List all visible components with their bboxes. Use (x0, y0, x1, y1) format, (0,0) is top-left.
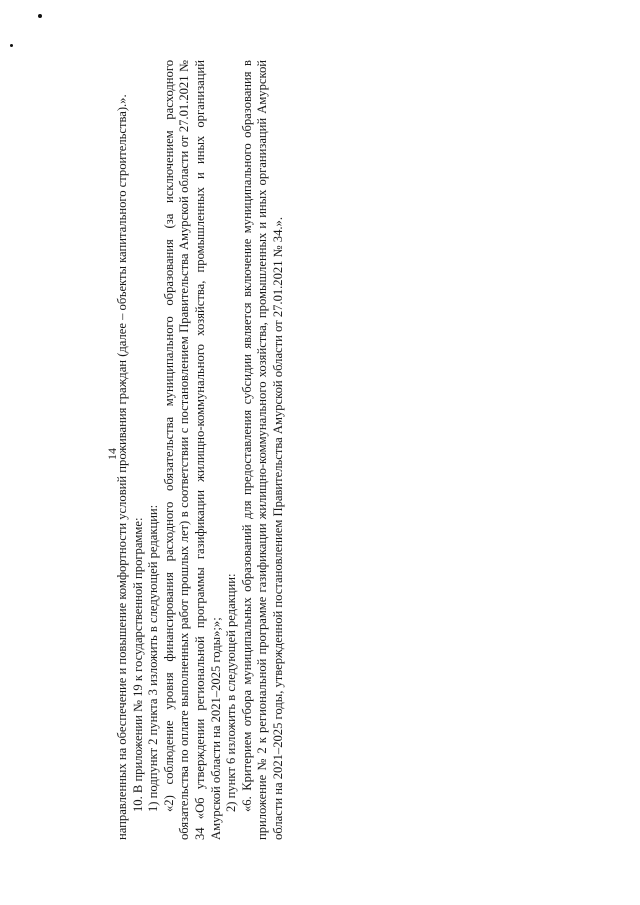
paragraph: «2) соблюдение уровня финансирования расходного обязательства муниципального образования (за исключением расходного обязательства по оплате выполненных работ прошлых лет) в соответствии с постановлением Правительства Амурской области от 27.01.2021 № 34 «Об утверждении региональной программы газификации жилищно-коммунального хозяйства, промышленных и иных организаций Амурской области на 2021–2025 годы»;»; (161, 60, 223, 840)
paragraph: направленных на обеспечение и повышение комфортности условий проживания граждан (далее – объекты капитального строительства).». (115, 94, 129, 840)
paragraph: 10. В приложении № 19 к государственной программе: (130, 517, 145, 812)
document-body (115, 60, 287, 840)
page-number: 14 (105, 448, 119, 460)
paragraph: 1) подпункт 2 пункта 3 изложить в следующей редакции: (146, 504, 161, 812)
paragraph: «6. Критерием отбора муниципальных образований для предоставления субсидии является включение муниципального образования в приложение № 2 к региональной программе газификации жилищно-коммунального хозяйства, промышленных и иных организаций Амурской области на 2021–2025 годы, утвержденной постановлением Правительства Амурской области от 27.01.2021 № 34.». (239, 60, 285, 840)
rotated-content (105, 60, 305, 840)
paragraph: 2) пункт 6 изложить в следующей редакции: (224, 573, 239, 812)
scan-speck (38, 14, 42, 18)
scan-speck (10, 44, 13, 47)
